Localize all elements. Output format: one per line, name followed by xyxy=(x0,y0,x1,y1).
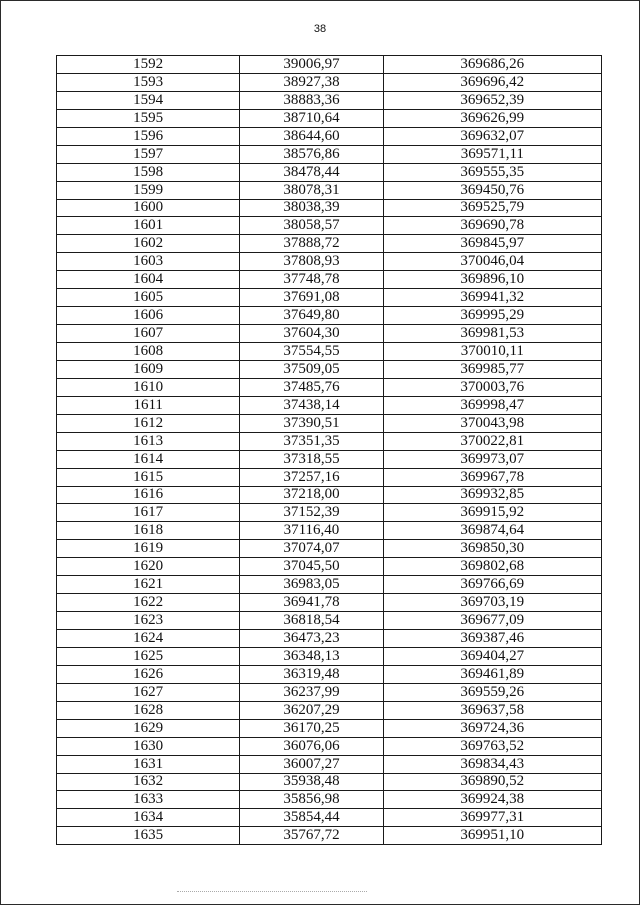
point-number-cell: 1617 xyxy=(57,504,240,522)
y-coordinate-cell: 369850,30 xyxy=(383,540,601,558)
x-coordinate-cell: 38038,39 xyxy=(240,199,383,217)
table-row xyxy=(57,73,602,91)
y-coordinate-cell: 370046,04 xyxy=(383,253,601,271)
x-coordinate-cell: 37152,39 xyxy=(240,504,383,522)
x-coordinate-cell: 36319,48 xyxy=(240,665,383,683)
point-number-cell: 1608 xyxy=(57,343,240,361)
y-coordinate-cell: 369637,58 xyxy=(383,701,601,719)
table-row xyxy=(57,307,602,325)
table-row xyxy=(57,576,602,594)
point-number-cell: 1594 xyxy=(57,91,240,109)
y-coordinate-cell: 370043,98 xyxy=(383,414,601,432)
point-number-cell: 1622 xyxy=(57,594,240,612)
point-number-cell: 1595 xyxy=(57,109,240,127)
y-coordinate-cell: 370022,81 xyxy=(383,432,601,450)
table-row xyxy=(57,217,602,235)
table-row xyxy=(57,343,602,361)
table-row xyxy=(57,594,602,612)
x-coordinate-cell: 35856,98 xyxy=(240,791,383,809)
x-coordinate-cell: 36473,23 xyxy=(240,630,383,648)
table-row xyxy=(57,827,602,845)
page-number: 38 xyxy=(313,23,327,35)
table-row xyxy=(57,630,602,648)
point-number-cell: 1620 xyxy=(57,558,240,576)
table-body xyxy=(57,56,602,845)
x-coordinate-cell: 38927,38 xyxy=(240,73,383,91)
x-coordinate-cell: 37604,30 xyxy=(240,325,383,343)
y-coordinate-cell: 369703,19 xyxy=(383,594,601,612)
y-coordinate-cell: 369766,69 xyxy=(383,576,601,594)
table-row xyxy=(57,360,602,378)
table-row xyxy=(57,540,602,558)
point-number-cell: 1628 xyxy=(57,701,240,719)
y-coordinate-cell: 369686,26 xyxy=(383,56,601,74)
x-coordinate-cell: 36237,99 xyxy=(240,683,383,701)
y-coordinate-cell: 369874,64 xyxy=(383,522,601,540)
table-row xyxy=(57,647,602,665)
point-number-cell: 1633 xyxy=(57,791,240,809)
table-row xyxy=(57,181,602,199)
table-row xyxy=(57,773,602,791)
y-coordinate-cell: 369677,09 xyxy=(383,612,601,630)
point-number-cell: 1612 xyxy=(57,414,240,432)
point-number-cell: 1610 xyxy=(57,378,240,396)
y-coordinate-cell: 369985,77 xyxy=(383,360,601,378)
point-number-cell: 1630 xyxy=(57,737,240,755)
x-coordinate-cell: 37554,55 xyxy=(240,343,383,361)
y-coordinate-cell: 369571,11 xyxy=(383,145,601,163)
y-coordinate-cell: 369387,46 xyxy=(383,630,601,648)
x-coordinate-cell: 38883,36 xyxy=(240,91,383,109)
x-coordinate-cell: 36007,27 xyxy=(240,755,383,773)
x-coordinate-cell: 37509,05 xyxy=(240,360,383,378)
table-row xyxy=(57,558,602,576)
y-coordinate-cell: 369626,99 xyxy=(383,109,601,127)
point-number-cell: 1606 xyxy=(57,307,240,325)
x-coordinate-cell: 37390,51 xyxy=(240,414,383,432)
x-coordinate-cell: 37888,72 xyxy=(240,235,383,253)
x-coordinate-cell: 38576,86 xyxy=(240,145,383,163)
table-row xyxy=(57,325,602,343)
point-number-cell: 1598 xyxy=(57,163,240,181)
point-number-cell: 1624 xyxy=(57,630,240,648)
point-number-cell: 1621 xyxy=(57,576,240,594)
point-number-cell: 1599 xyxy=(57,181,240,199)
point-number-cell: 1616 xyxy=(57,486,240,504)
point-number-cell: 1623 xyxy=(57,612,240,630)
y-coordinate-cell: 369461,89 xyxy=(383,665,601,683)
table-row xyxy=(57,271,602,289)
x-coordinate-cell: 39006,97 xyxy=(240,56,383,74)
point-number-cell: 1593 xyxy=(57,73,240,91)
y-coordinate-cell: 369924,38 xyxy=(383,791,601,809)
point-number-cell: 1607 xyxy=(57,325,240,343)
y-coordinate-cell: 369915,92 xyxy=(383,504,601,522)
table-row xyxy=(57,127,602,145)
table-row xyxy=(57,91,602,109)
x-coordinate-cell: 36170,25 xyxy=(240,719,383,737)
table-row xyxy=(57,504,602,522)
point-number-cell: 1609 xyxy=(57,360,240,378)
point-number-cell: 1603 xyxy=(57,253,240,271)
x-coordinate-cell: 37691,08 xyxy=(240,289,383,307)
y-coordinate-cell: 369652,39 xyxy=(383,91,601,109)
table-row xyxy=(57,665,602,683)
x-coordinate-cell: 37351,35 xyxy=(240,432,383,450)
point-number-cell: 1597 xyxy=(57,145,240,163)
table-row xyxy=(57,522,602,540)
y-coordinate-cell: 369555,35 xyxy=(383,163,601,181)
table-row xyxy=(57,432,602,450)
x-coordinate-cell: 37318,55 xyxy=(240,450,383,468)
y-coordinate-cell: 369845,97 xyxy=(383,235,601,253)
x-coordinate-cell: 37748,78 xyxy=(240,271,383,289)
point-number-cell: 1615 xyxy=(57,468,240,486)
y-coordinate-cell: 369724,36 xyxy=(383,719,601,737)
y-coordinate-cell: 369763,52 xyxy=(383,737,601,755)
point-number-cell: 1625 xyxy=(57,647,240,665)
point-number-cell: 1601 xyxy=(57,217,240,235)
table-row xyxy=(57,683,602,701)
x-coordinate-cell: 36818,54 xyxy=(240,612,383,630)
x-coordinate-cell: 35854,44 xyxy=(240,809,383,827)
y-coordinate-cell: 369834,43 xyxy=(383,755,601,773)
point-number-cell: 1629 xyxy=(57,719,240,737)
x-coordinate-cell: 37485,76 xyxy=(240,378,383,396)
y-coordinate-cell: 369559,26 xyxy=(383,683,601,701)
x-coordinate-cell: 37074,07 xyxy=(240,540,383,558)
y-coordinate-cell: 369450,76 xyxy=(383,181,601,199)
x-coordinate-cell: 37257,16 xyxy=(240,468,383,486)
table-row xyxy=(57,791,602,809)
point-number-cell: 1611 xyxy=(57,396,240,414)
point-number-cell: 1635 xyxy=(57,827,240,845)
point-number-cell: 1634 xyxy=(57,809,240,827)
point-number-cell: 1605 xyxy=(57,289,240,307)
y-coordinate-cell: 369404,27 xyxy=(383,647,601,665)
y-coordinate-cell: 369981,53 xyxy=(383,325,601,343)
point-number-cell: 1626 xyxy=(57,665,240,683)
y-coordinate-cell: 369941,32 xyxy=(383,289,601,307)
table-row xyxy=(57,199,602,217)
table-row xyxy=(57,109,602,127)
table-row xyxy=(57,289,602,307)
y-coordinate-cell: 369896,10 xyxy=(383,271,601,289)
y-coordinate-cell: 369995,29 xyxy=(383,307,601,325)
y-coordinate-cell: 369632,07 xyxy=(383,127,601,145)
y-coordinate-cell: 369890,52 xyxy=(383,773,601,791)
point-number-cell: 1600 xyxy=(57,199,240,217)
table-row xyxy=(57,809,602,827)
y-coordinate-cell: 369932,85 xyxy=(383,486,601,504)
table-row xyxy=(57,56,602,74)
y-coordinate-cell: 369998,47 xyxy=(383,396,601,414)
x-coordinate-cell: 37218,00 xyxy=(240,486,383,504)
table-row xyxy=(57,145,602,163)
x-coordinate-cell: 37116,40 xyxy=(240,522,383,540)
point-number-cell: 1613 xyxy=(57,432,240,450)
x-coordinate-cell: 37649,80 xyxy=(240,307,383,325)
x-coordinate-cell: 36076,06 xyxy=(240,737,383,755)
y-coordinate-cell: 369967,78 xyxy=(383,468,601,486)
y-coordinate-cell: 369951,10 xyxy=(383,827,601,845)
point-number-cell: 1618 xyxy=(57,522,240,540)
y-coordinate-cell: 369690,78 xyxy=(383,217,601,235)
table-row xyxy=(57,235,602,253)
point-number-cell: 1596 xyxy=(57,127,240,145)
point-number-cell: 1602 xyxy=(57,235,240,253)
table-row xyxy=(57,163,602,181)
y-coordinate-cell: 370010,11 xyxy=(383,343,601,361)
x-coordinate-cell: 38078,31 xyxy=(240,181,383,199)
x-coordinate-cell: 36983,05 xyxy=(240,576,383,594)
x-coordinate-cell: 38058,57 xyxy=(240,217,383,235)
table-row xyxy=(57,755,602,773)
y-coordinate-cell: 369525,79 xyxy=(383,199,601,217)
table-row xyxy=(57,486,602,504)
y-coordinate-cell: 369696,42 xyxy=(383,73,601,91)
point-number-cell: 1619 xyxy=(57,540,240,558)
point-number-cell: 1627 xyxy=(57,683,240,701)
y-coordinate-cell: 369802,68 xyxy=(383,558,601,576)
table-row xyxy=(57,612,602,630)
table-row xyxy=(57,468,602,486)
table-row xyxy=(57,378,602,396)
x-coordinate-cell: 38644,60 xyxy=(240,127,383,145)
point-number-cell: 1604 xyxy=(57,271,240,289)
x-coordinate-cell: 37438,14 xyxy=(240,396,383,414)
x-coordinate-cell: 37808,93 xyxy=(240,253,383,271)
table-row xyxy=(57,737,602,755)
x-coordinate-cell: 36941,78 xyxy=(240,594,383,612)
table-row xyxy=(57,396,602,414)
table-row xyxy=(57,701,602,719)
y-coordinate-cell: 369977,31 xyxy=(383,809,601,827)
x-coordinate-cell: 36348,13 xyxy=(240,647,383,665)
table-row xyxy=(57,253,602,271)
y-coordinate-cell: 370003,76 xyxy=(383,378,601,396)
x-coordinate-cell: 38478,44 xyxy=(240,163,383,181)
table-row xyxy=(57,450,602,468)
point-number-cell: 1614 xyxy=(57,450,240,468)
bottom-dotted-line xyxy=(177,891,367,892)
table-row xyxy=(57,719,602,737)
point-number-cell: 1592 xyxy=(57,56,240,74)
point-number-cell: 1632 xyxy=(57,773,240,791)
x-coordinate-cell: 35767,72 xyxy=(240,827,383,845)
y-coordinate-cell: 369973,07 xyxy=(383,450,601,468)
point-number-cell: 1631 xyxy=(57,755,240,773)
coordinates-table xyxy=(56,55,602,845)
x-coordinate-cell: 36207,29 xyxy=(240,701,383,719)
table-row xyxy=(57,414,602,432)
x-coordinate-cell: 37045,50 xyxy=(240,558,383,576)
x-coordinate-cell: 35938,48 xyxy=(240,773,383,791)
x-coordinate-cell: 38710,64 xyxy=(240,109,383,127)
